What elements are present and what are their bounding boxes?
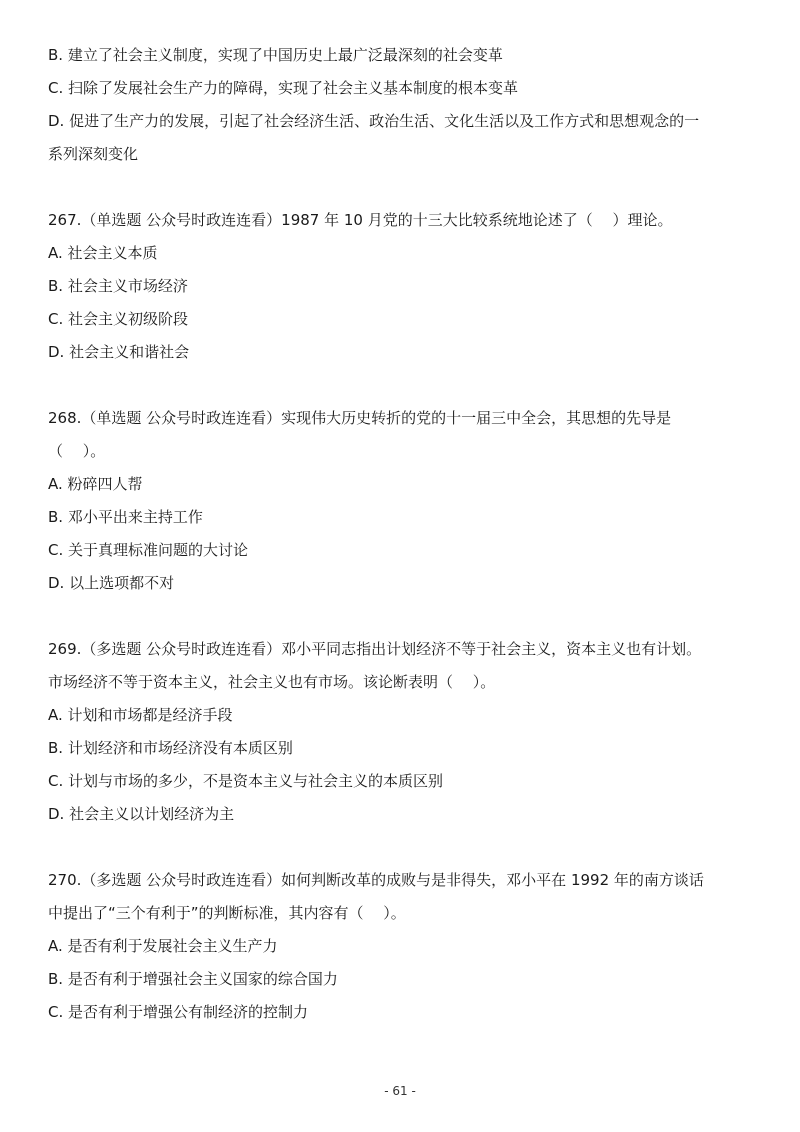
option-d: D. 社会主义以计划经济为主 — [48, 805, 235, 823]
page-number: - 61 - — [384, 1084, 416, 1098]
option-line: B. 建立了社会主义制度，实现了中国历史上最广泛最深刻的社会变革 — [48, 46, 503, 64]
option-a: A. 计划和市场都是经济手段 — [48, 706, 233, 724]
option-a: A. 社会主义本质 — [48, 244, 158, 262]
question-stem-continued: 市场经济不等于资本主义，社会主义也有市场。该论断表明（ ）。 — [48, 673, 496, 691]
option-c: C. 是否有利于增强公有制经济的控制力 — [48, 1003, 309, 1021]
option-b: B. 是否有利于增强社会主义国家的综合国力 — [48, 970, 338, 988]
question-270 — [48, 869, 768, 1023]
question-267 — [48, 209, 768, 363]
option-c: C. 计划与市场的多少，不是资本主义与社会主义的本质区别 — [48, 772, 444, 790]
question-stem-continued: （ ）。 — [48, 442, 106, 460]
option-line: D. 促进了生产力的发展，引起了社会经济生活、政治生活、文化生活以及工作方式和思想观念的一 — [48, 112, 700, 130]
option-a: A. 粉碎四人帮 — [48, 475, 143, 493]
option-b: B. 社会主义市场经济 — [48, 277, 188, 295]
question-stem: 269.（多选题 公众号时政连连看）邓小平同志指出计划经济不等于社会主义，资本主义也有计划。 — [48, 640, 702, 658]
option-d: D. 以上选项都不对 — [48, 574, 175, 592]
question-stem: 267.（单选题 公众号时政连连看）1987 年 10 月党的十三大比较系统地论述了（ ）理论。 — [48, 211, 673, 229]
carryover-options — [48, 44, 768, 165]
option-c: C. 关于真理标准问题的大讨论 — [48, 541, 249, 559]
option-b: B. 计划经济和市场经济没有本质区别 — [48, 739, 293, 757]
option-line: C. 扫除了发展社会生产力的障碍，实现了社会主义基本制度的根本变革 — [48, 79, 519, 97]
option-line-continued: 系列深刻变化 — [48, 145, 139, 163]
question-stem-continued: 中提出了“三个有利于”的判断标准，其内容有（ ）。 — [48, 904, 406, 922]
option-a: A. 是否有利于发展社会主义生产力 — [48, 937, 278, 955]
question-stem: 270.（多选题 公众号时政连连看）如何判断改革的成败与是非得失，邓小平在 1992 年的南方谈话 — [48, 871, 704, 889]
question-269 — [48, 638, 768, 825]
option-b: B. 邓小平出来主持工作 — [48, 508, 203, 526]
option-d: D. 社会主义和谐社会 — [48, 343, 190, 361]
question-268 — [48, 407, 768, 594]
option-c: C. 社会主义初级阶段 — [48, 310, 189, 328]
question-stem: 268.（单选题 公众号时政连连看）实现伟大历史转折的党的十一届三中全会，其思想的先导是 — [48, 409, 672, 427]
document-page — [48, 44, 768, 1034]
